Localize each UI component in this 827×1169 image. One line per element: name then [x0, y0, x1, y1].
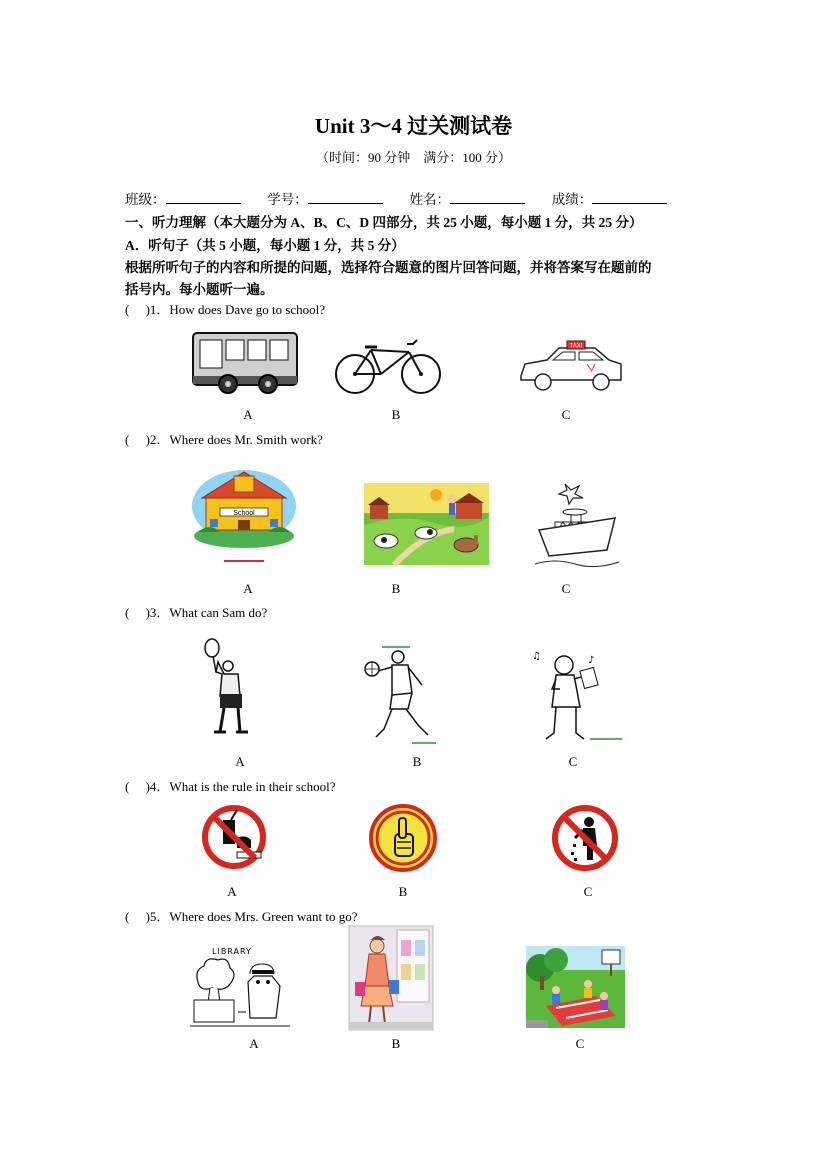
- taxi-sign-text: TAXI: [569, 343, 583, 350]
- badminton-player-image[interactable]: [200, 636, 255, 738]
- name-blank[interactable]: [450, 191, 525, 204]
- no-eating-sign[interactable]: [201, 804, 267, 870]
- page-subtitle: （时间：90 分钟 满分：100 分）: [315, 150, 511, 165]
- question-4-text: What is the rule in their school?: [169, 779, 336, 794]
- q4-label-a: A: [227, 884, 237, 899]
- name-label: 姓名：: [409, 192, 450, 207]
- page-title: Unit 3～4 过关测试卷: [314, 114, 513, 138]
- partA-heading: A．听句子（共 5 小题，每小题 1 分，共 5 分）: [125, 238, 405, 253]
- q5-label-a: A: [249, 1036, 259, 1051]
- score-label: 成绩：: [551, 192, 593, 207]
- question-2: [125, 429, 323, 448]
- question-1: [125, 299, 325, 318]
- library-image[interactable]: [190, 942, 290, 1030]
- taxi-image[interactable]: [517, 340, 625, 396]
- q1-label-b: B: [391, 407, 401, 422]
- q5-label-c: C: [575, 1036, 585, 1051]
- number-label: 学号：: [267, 192, 308, 207]
- school-sign-text: School: [233, 510, 255, 517]
- question-5-answer-bracket[interactable]: ( )5．: [125, 909, 170, 924]
- bus-image[interactable]: [190, 330, 300, 395]
- svg-text:♫: ♫: [532, 651, 541, 662]
- question-3: [125, 602, 267, 621]
- park-picnic-image[interactable]: [526, 946, 625, 1028]
- singing-boy-image[interactable]: [530, 645, 625, 743]
- q2-label-c: C: [561, 581, 571, 596]
- question-2-text: Where does Mr. Smith work?: [169, 432, 323, 447]
- question-5: [125, 906, 358, 925]
- school-image[interactable]: [190, 466, 298, 566]
- library-sign-text: LIBRARY: [212, 947, 252, 956]
- instruction-line-1: 根据所听句子的内容和所提的问题，选择符合题意的图片回答问题，并将答案写在题前的: [125, 260, 652, 275]
- question-2-answer-bracket[interactable]: ( )2．: [125, 432, 170, 447]
- score-blank[interactable]: [592, 191, 667, 204]
- q1-label-a: A: [243, 407, 253, 422]
- question-4-answer-bracket[interactable]: ( )4．: [125, 779, 170, 794]
- question-5-text: Where does Mrs. Green want to go?: [169, 909, 358, 924]
- question-1-answer-bracket[interactable]: ( )1．: [125, 302, 170, 317]
- section1-heading: 一、听力理解（本大题分为 A、B、C、D 四部分，共 25 小题，每小题 1 分，共 25 分）: [125, 215, 643, 230]
- q3-label-c: C: [568, 754, 578, 769]
- question-3-answer-bracket[interactable]: ( )3．: [125, 605, 170, 620]
- basketball-player-image[interactable]: [362, 645, 442, 745]
- q2-label-b: B: [391, 581, 401, 596]
- class-blank[interactable]: [166, 191, 241, 204]
- class-label: 班级：: [125, 192, 166, 207]
- q5-label-b: B: [391, 1036, 401, 1051]
- question-1-text: How does Dave go to school?: [169, 302, 326, 317]
- q2-label-a: A: [243, 581, 253, 596]
- q3-label-b: B: [412, 754, 422, 769]
- farm-image[interactable]: [364, 483, 489, 565]
- be-quiet-sign[interactable]: [369, 804, 437, 872]
- q1-label-c: C: [561, 407, 571, 422]
- q3-label-a: A: [235, 754, 245, 769]
- instruction-line-2: 括号内。每小题听一遍。: [125, 282, 274, 297]
- question-4: [125, 776, 335, 795]
- bicycle-image[interactable]: [333, 338, 445, 396]
- ship-image[interactable]: [535, 478, 620, 568]
- svg-text:♪: ♪: [588, 655, 595, 666]
- student-info-line: [125, 188, 667, 208]
- q4-label-c: C: [583, 884, 593, 899]
- number-blank[interactable]: [308, 191, 383, 204]
- no-littering-sign[interactable]: [551, 804, 619, 872]
- shopping-image[interactable]: [349, 926, 433, 1030]
- question-3-text: What can Sam do?: [169, 605, 268, 620]
- q4-label-b: B: [398, 884, 408, 899]
